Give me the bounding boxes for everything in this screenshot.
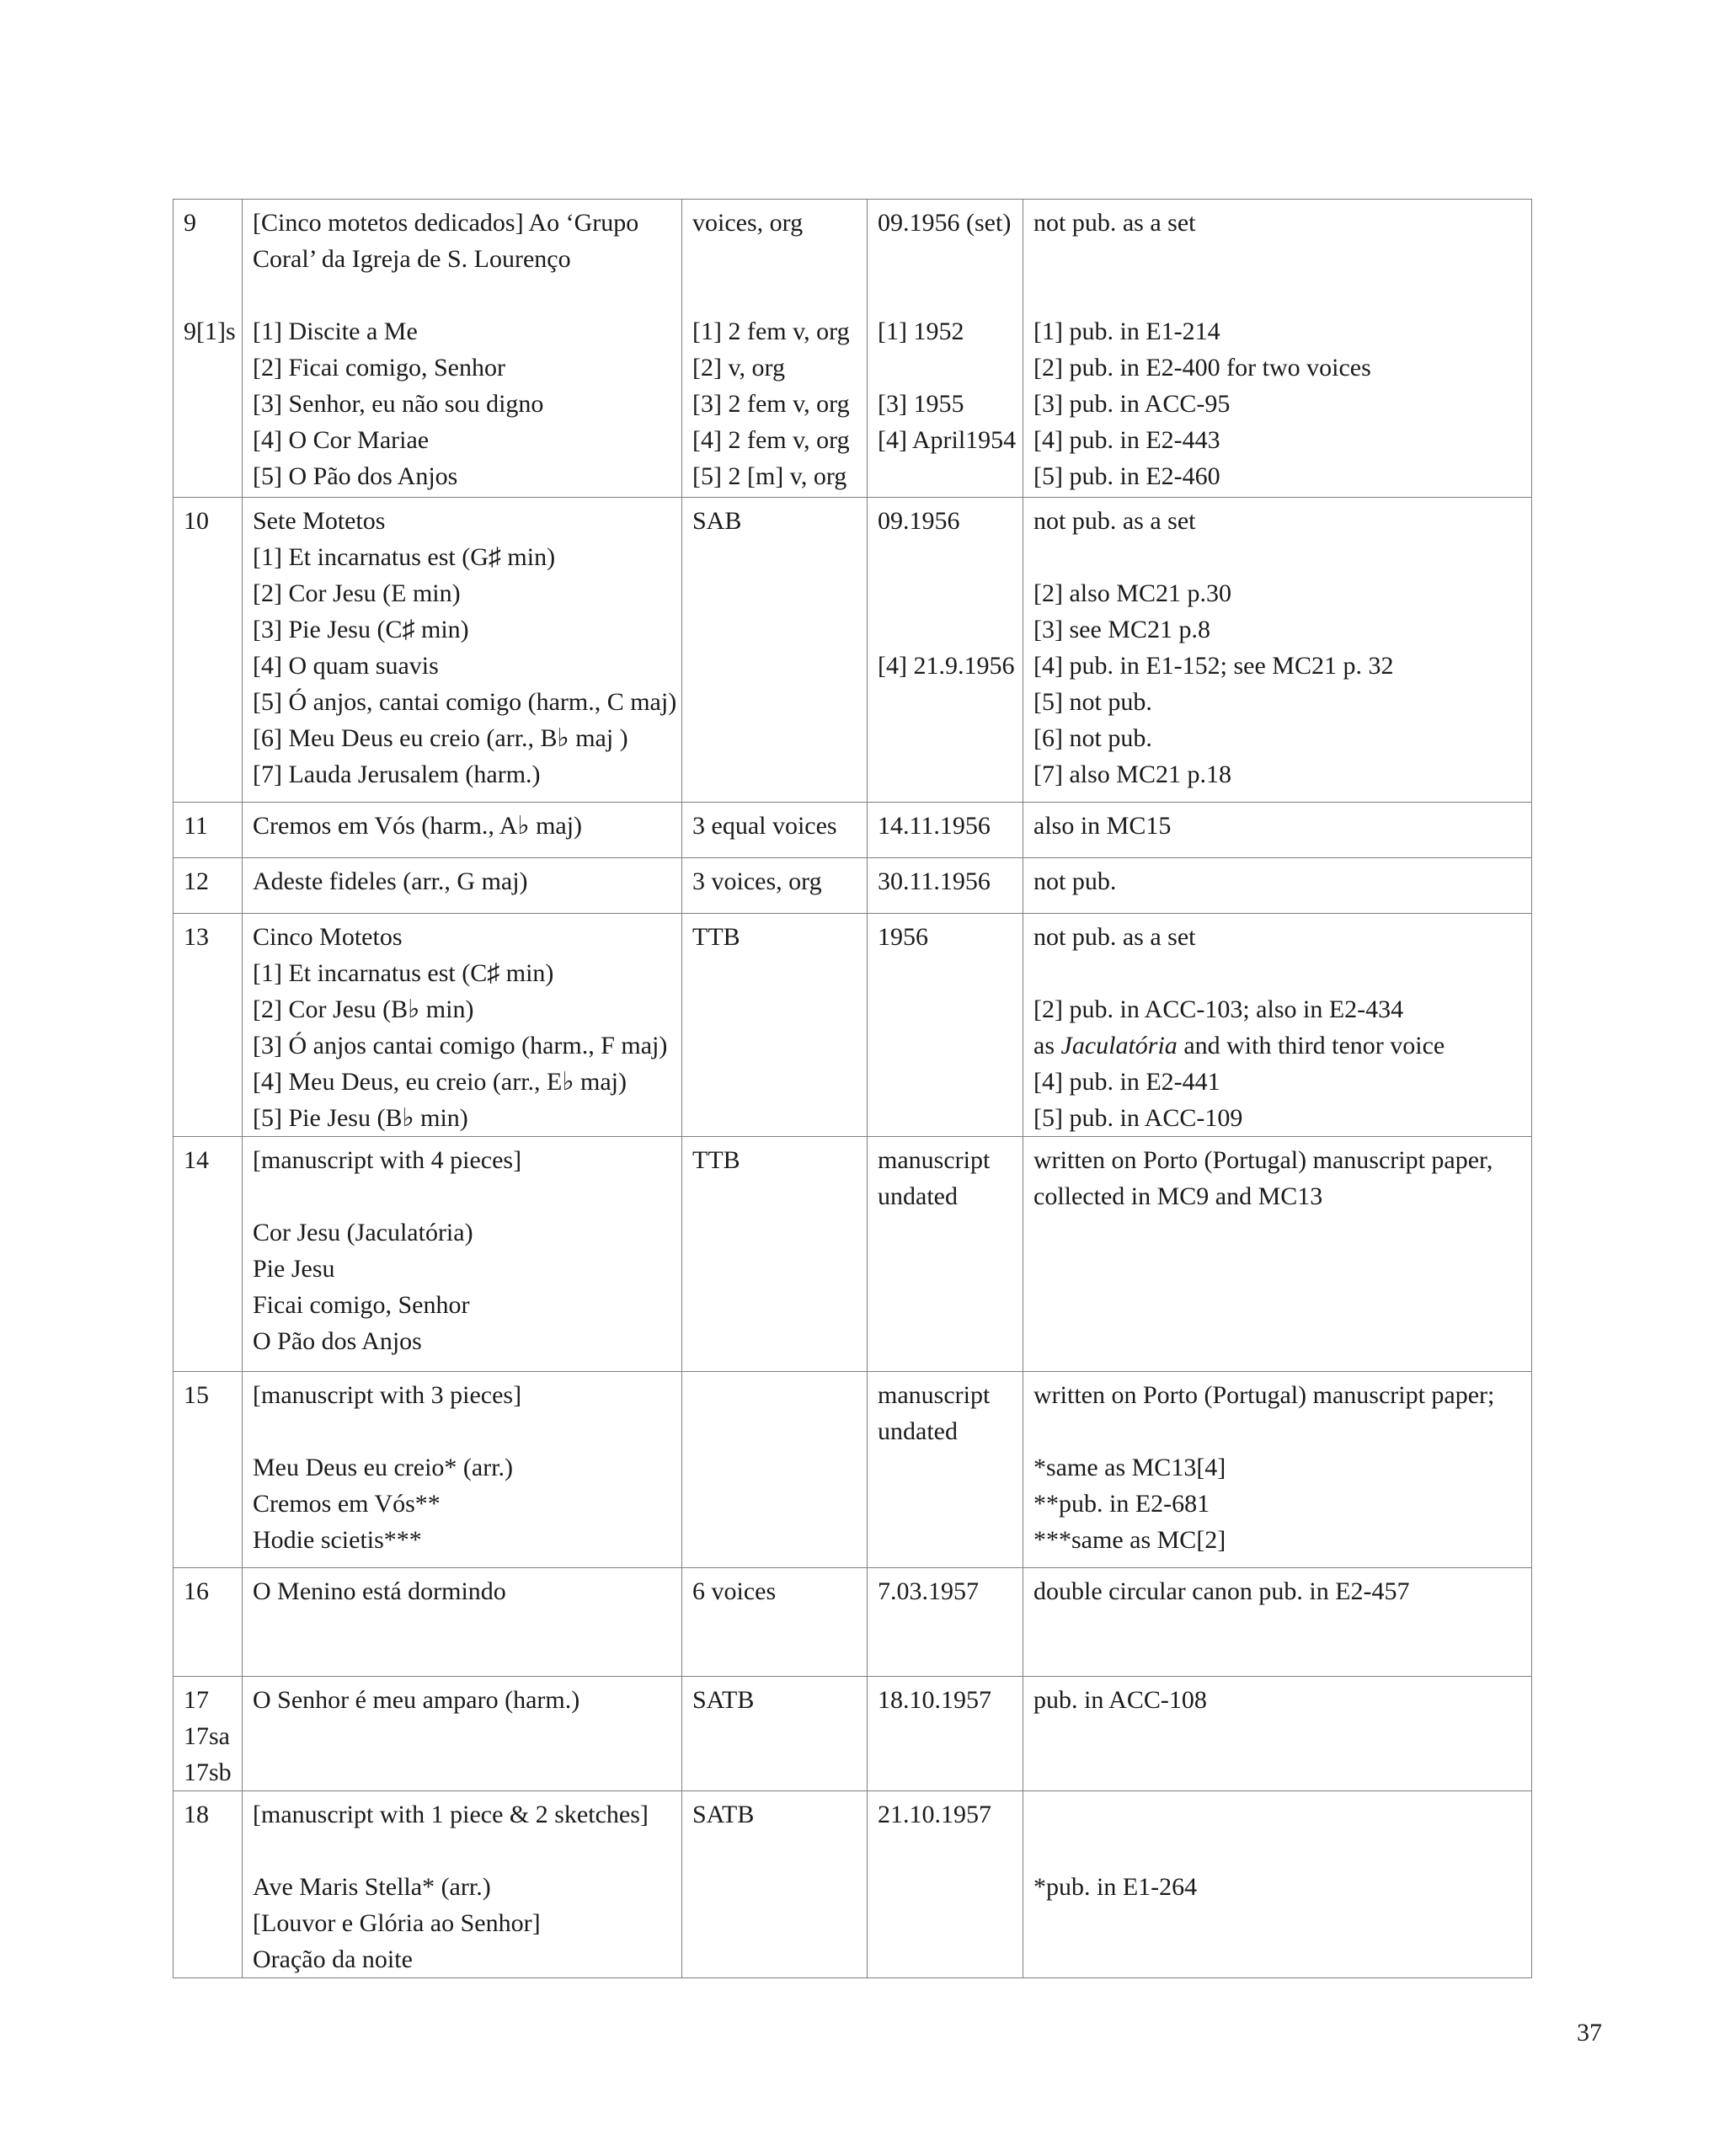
cell-notes bbox=[1023, 1372, 1532, 1568]
text-line: [1] Et incarnatus est (G♯ min) bbox=[253, 543, 556, 571]
text-line: [2] pub. in ACC-103; also in E2-434 bbox=[1033, 995, 1404, 1023]
cell-title bbox=[243, 1568, 682, 1677]
cell-no bbox=[174, 914, 243, 1137]
works-catalog-table bbox=[173, 199, 1532, 1978]
text-line: 12 bbox=[184, 867, 209, 895]
cell-notes bbox=[1023, 1568, 1532, 1677]
text-line: 3 voices, org bbox=[692, 867, 822, 895]
cell-notes bbox=[1023, 1137, 1532, 1372]
text-line: not pub. as a set bbox=[1033, 923, 1196, 951]
text-line: 9 bbox=[184, 209, 196, 237]
cell-date bbox=[868, 858, 1023, 914]
text-line: double circular canon pub. in E2-457 bbox=[1033, 1577, 1410, 1605]
text-line: 14 bbox=[184, 1146, 209, 1174]
text-line bbox=[253, 1413, 675, 1449]
text-line: [6] Meu Deus eu creio (arr., B♭ maj ) bbox=[253, 724, 628, 752]
page-number: 37 bbox=[1577, 2019, 1602, 2047]
text-line: Ficai comigo, Senhor bbox=[253, 1291, 470, 1319]
text-line bbox=[253, 1833, 675, 1869]
cell-date bbox=[868, 1791, 1023, 1978]
cell-title bbox=[243, 200, 682, 498]
text-line bbox=[1033, 955, 1525, 991]
cell-date bbox=[868, 498, 1023, 803]
text-line: Oração da noite bbox=[253, 1945, 413, 1973]
text-line: O Menino está dormindo bbox=[253, 1577, 506, 1605]
cell-title bbox=[243, 1137, 682, 1372]
cell-no bbox=[174, 498, 243, 803]
text-line: Cremos em Vós** bbox=[253, 1490, 441, 1518]
table-row bbox=[174, 858, 1532, 914]
text-line bbox=[1033, 241, 1525, 277]
text-line: 9[1]s bbox=[184, 318, 236, 345]
text-line: [3] Ó anjos cantai comigo (harm., F maj) bbox=[253, 1032, 668, 1059]
text-line: [3] Senhor, eu não sou digno bbox=[253, 390, 544, 418]
text-line bbox=[878, 277, 1016, 313]
text-line: 17sb bbox=[184, 1758, 232, 1786]
cell-no bbox=[174, 200, 243, 498]
cell-voices bbox=[682, 858, 868, 914]
text-line: also in MC15 bbox=[1033, 812, 1172, 840]
cell-notes bbox=[1023, 200, 1532, 498]
text-line: 6 voices bbox=[692, 1577, 777, 1605]
text-line: [3] see MC21 p.8 bbox=[1033, 616, 1210, 643]
text-line: 09.1956 (set) bbox=[878, 209, 1012, 237]
cell-voices bbox=[682, 1568, 868, 1677]
text-line: 09.1956 bbox=[878, 507, 960, 535]
text-line: [3] 1955 bbox=[878, 390, 964, 418]
text-line bbox=[1033, 1413, 1525, 1449]
cell-notes bbox=[1023, 803, 1532, 858]
text-line: 18.10.1957 bbox=[878, 1686, 991, 1714]
text-line: [4] April1954 bbox=[878, 426, 1017, 454]
text-line bbox=[184, 241, 235, 277]
text-line: Cinco Motetos bbox=[253, 923, 403, 951]
text-line: [1] 2 fem v, org bbox=[692, 318, 850, 345]
text-line: [4] pub. in E2-443 bbox=[1033, 426, 1220, 454]
cell-notes bbox=[1023, 1677, 1532, 1791]
text-line: 17sa bbox=[184, 1722, 230, 1750]
text-line: [manuscript with 3 pieces] bbox=[253, 1381, 522, 1409]
cell-notes bbox=[1023, 498, 1532, 803]
text-line: [manuscript with 4 pieces] bbox=[253, 1146, 522, 1174]
text-line: [3] pub. in ACC-95 bbox=[1033, 390, 1231, 418]
text-line: [4] O quam suavis bbox=[253, 652, 439, 680]
cell-title bbox=[243, 858, 682, 914]
text-line: [3] Pie Jesu (C♯ min) bbox=[253, 616, 469, 643]
text-line: Cremos em Vós (harm., A♭ maj) bbox=[253, 812, 583, 840]
cell-voices bbox=[682, 200, 868, 498]
text-line: Sete Motetos bbox=[253, 507, 386, 535]
text-line: 1956 bbox=[878, 923, 928, 951]
text-line: 7.03.1957 bbox=[878, 1577, 979, 1605]
text-line: [5] 2 [m] v, org bbox=[692, 462, 847, 490]
cell-voices bbox=[682, 1791, 868, 1978]
cell-voices bbox=[682, 498, 868, 803]
text-line: [2] Cor Jesu (B♭ min) bbox=[253, 995, 474, 1023]
text-line bbox=[878, 539, 1016, 575]
cell-notes bbox=[1023, 1791, 1532, 1978]
text-line: 10 bbox=[184, 507, 209, 535]
text-line: [Cinco motetos dedicados] Ao ‘Grupo bbox=[253, 209, 639, 237]
text-line bbox=[184, 277, 235, 313]
table-row bbox=[174, 1372, 1532, 1568]
text-line: undated bbox=[878, 1417, 958, 1445]
table-row bbox=[174, 1568, 1532, 1677]
cell-date bbox=[868, 1568, 1023, 1677]
cell-voices bbox=[682, 1372, 868, 1568]
text-line: written on Porto (Portugal) manuscript paper; bbox=[1033, 1381, 1495, 1409]
text-line: Pie Jesu bbox=[253, 1255, 335, 1283]
text-line: SATB bbox=[692, 1801, 755, 1828]
text-line: TTB bbox=[692, 923, 740, 951]
table-row bbox=[174, 803, 1532, 858]
text-line: *same as MC13[4] bbox=[1033, 1454, 1226, 1481]
text-line bbox=[692, 277, 860, 313]
table-row bbox=[174, 1677, 1532, 1791]
text-line: 21.10.1957 bbox=[878, 1801, 991, 1828]
text-line: Meu Deus eu creio* (arr.) bbox=[253, 1454, 514, 1481]
text-line: [4] pub. in E2-441 bbox=[1033, 1068, 1220, 1096]
text-line: 13 bbox=[184, 923, 209, 951]
text-line: collected in MC9 and MC13 bbox=[1033, 1182, 1323, 1210]
cell-date bbox=[868, 1372, 1023, 1568]
cell-voices bbox=[682, 914, 868, 1137]
cell-title bbox=[243, 1372, 682, 1568]
text-line: 17 bbox=[184, 1686, 209, 1714]
cell-voices bbox=[682, 1137, 868, 1372]
text-line: [3] 2 fem v, org bbox=[692, 390, 850, 418]
cell-voices bbox=[682, 803, 868, 858]
cell-title bbox=[243, 914, 682, 1137]
text-line: 18 bbox=[184, 1801, 209, 1828]
text-line: manuscript bbox=[878, 1146, 991, 1174]
text-line: [4] 2 fem v, org bbox=[692, 426, 850, 454]
cell-title bbox=[243, 803, 682, 858]
text-line: manuscript bbox=[878, 1381, 991, 1409]
cell-date bbox=[868, 1677, 1023, 1791]
text-line: voices, org bbox=[692, 209, 804, 237]
table-row bbox=[174, 1791, 1532, 1978]
text-line: Coral’ da Igreja de S. Lourenço bbox=[253, 245, 571, 273]
text-line: [5] Ó anjos, cantai comigo (harm., C maj) bbox=[253, 688, 677, 716]
text-line: Hodie scietis*** bbox=[253, 1526, 422, 1554]
works-catalog-table-body bbox=[174, 200, 1532, 1978]
text-line bbox=[1033, 1833, 1525, 1869]
text-line: *pub. in E1-264 bbox=[1033, 1873, 1198, 1901]
text-line: 3 equal voices bbox=[692, 812, 837, 840]
table-row bbox=[174, 914, 1532, 1137]
text-line: 30.11.1956 bbox=[878, 867, 991, 895]
text-line: [4] 21.9.1956 bbox=[878, 652, 1015, 680]
text-line: [5] pub. in ACC-109 bbox=[1033, 1104, 1243, 1132]
text-line: undated bbox=[878, 1182, 958, 1210]
cell-no bbox=[174, 1372, 243, 1568]
cell-voices bbox=[682, 1677, 868, 1791]
text-line: SATB bbox=[692, 1686, 755, 1714]
cell-title bbox=[243, 1791, 682, 1978]
text-line: O Senhor é meu amparo (harm.) bbox=[253, 1686, 580, 1714]
text-line: 11 bbox=[184, 812, 208, 840]
text-line bbox=[253, 1178, 675, 1214]
text-line: O Pão dos Anjos bbox=[253, 1327, 422, 1355]
table-row bbox=[174, 200, 1532, 498]
text-line: [6] not pub. bbox=[1033, 724, 1152, 752]
text-line bbox=[878, 611, 1016, 648]
text-line: 16 bbox=[184, 1577, 209, 1605]
text-line: [Louvor e Glória ao Senhor] bbox=[253, 1909, 541, 1937]
text-line: [7] also MC21 p.18 bbox=[1033, 760, 1231, 788]
text-line bbox=[1033, 1796, 1525, 1833]
text-line: [4] O Cor Mariae bbox=[253, 426, 430, 454]
cell-title bbox=[243, 1677, 682, 1791]
text-line: [4] pub. in E1-152; see MC21 p. 32 bbox=[1033, 652, 1394, 680]
text-line: [1] Et incarnatus est (C♯ min) bbox=[253, 959, 554, 987]
cell-date bbox=[868, 914, 1023, 1137]
text-line: Adeste fideles (arr., G maj) bbox=[253, 867, 528, 895]
text-line: [5] Pie Jesu (B♭ min) bbox=[253, 1104, 468, 1132]
cell-no bbox=[174, 1568, 243, 1677]
text-line: 14.11.1956 bbox=[878, 812, 991, 840]
text-line: written on Porto (Portugal) manuscript paper, bbox=[1033, 1146, 1493, 1174]
cell-no bbox=[174, 858, 243, 914]
text-line: [5] pub. in E2-460 bbox=[1033, 462, 1220, 490]
text-line: [2] pub. in E2-400 for two voices bbox=[1033, 354, 1371, 382]
text-line: not pub. as a set bbox=[1033, 209, 1196, 237]
text-line: as Jaculatória and with third tenor voice bbox=[1033, 1032, 1445, 1059]
text-line: [1] Discite a Me bbox=[253, 318, 418, 345]
text-line: [1] pub. in E1-214 bbox=[1033, 318, 1220, 345]
cell-notes bbox=[1023, 914, 1532, 1137]
text-line: [2] Ficai comigo, Senhor bbox=[253, 354, 505, 382]
text-line: **pub. in E2-681 bbox=[1033, 1490, 1210, 1518]
cell-no bbox=[174, 1791, 243, 1978]
cell-no bbox=[174, 1137, 243, 1372]
text-line: ***same as MC[2] bbox=[1033, 1526, 1226, 1554]
cell-title bbox=[243, 498, 682, 803]
text-line bbox=[878, 241, 1016, 277]
text-line: [5] O Pão dos Anjos bbox=[253, 462, 458, 490]
cell-date bbox=[868, 1137, 1023, 1372]
text-line: not pub. as a set bbox=[1033, 507, 1196, 535]
text-line bbox=[253, 277, 675, 313]
text-line bbox=[1033, 277, 1525, 313]
cell-date bbox=[868, 803, 1023, 858]
text-line: [5] not pub. bbox=[1033, 688, 1152, 716]
text-line bbox=[878, 575, 1016, 611]
table-row bbox=[174, 498, 1532, 803]
cell-no bbox=[174, 803, 243, 858]
cell-date bbox=[868, 200, 1023, 498]
text-line: SAB bbox=[692, 507, 742, 535]
text-line: Cor Jesu (Jaculatória) bbox=[253, 1219, 473, 1246]
text-line bbox=[878, 350, 1016, 386]
text-line: TTB bbox=[692, 1146, 740, 1174]
table-row bbox=[174, 1137, 1532, 1372]
cell-notes bbox=[1023, 858, 1532, 914]
text-line: [2] also MC21 p.30 bbox=[1033, 579, 1231, 607]
text-line: 15 bbox=[184, 1381, 209, 1409]
text-line: [2] Cor Jesu (E min) bbox=[253, 579, 461, 607]
text-line: [7] Lauda Jerusalem (harm.) bbox=[253, 760, 541, 788]
text-line: [2] v, org bbox=[692, 354, 785, 382]
text-line: [4] Meu Deus, eu creio (arr., E♭ maj) bbox=[253, 1068, 627, 1096]
text-line: not pub. bbox=[1033, 867, 1117, 895]
cell-no bbox=[174, 1677, 243, 1791]
text-line: Ave Maris Stella* (arr.) bbox=[253, 1873, 491, 1901]
text-line: [manuscript with 1 piece & 2 sketches] bbox=[253, 1801, 649, 1828]
text-line bbox=[1033, 539, 1525, 575]
text-line: pub. in ACC-108 bbox=[1033, 1686, 1207, 1714]
text-line bbox=[692, 241, 860, 277]
text-line: [1] 1952 bbox=[878, 318, 964, 345]
